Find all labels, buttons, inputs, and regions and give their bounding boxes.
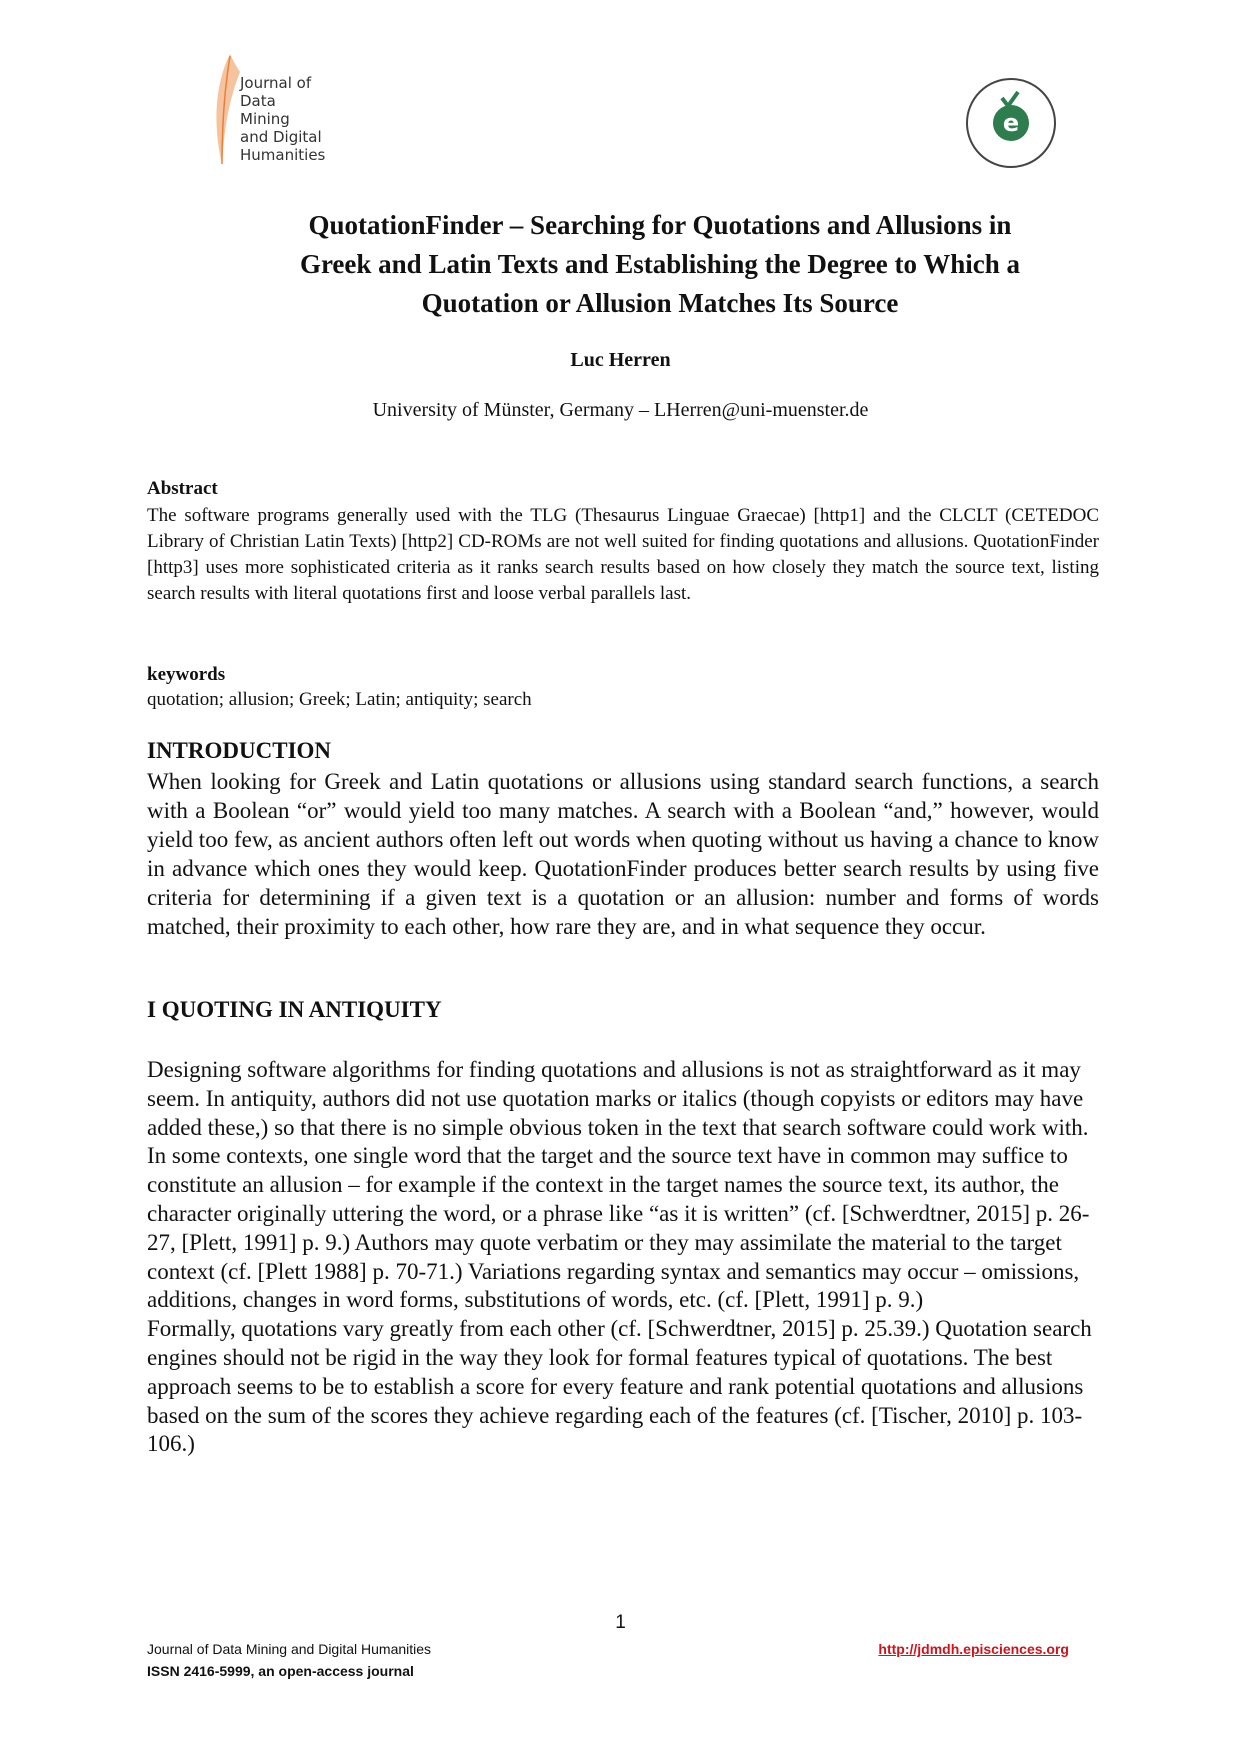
introduction-text: When looking for Greek and Latin quotations or allusions using standard search functions, a search with a Boolean “or” would yield too many matches. A search with a Boolean “and,” however, would yield too few, as ancient authors often left out words when quoting without us having a chance to know in advance which ones they would keep. QuotationFinder produces better search results by using five criteria for determining if a given text is a quotation or an allusion: number and forms of words matched, their proximity to each other, how rare they are, and in what sequence they occur. (147, 769, 1099, 939)
section-heading-quoting: I QUOTING IN ANTIQUITY (147, 997, 442, 1022)
journal-logo (210, 52, 330, 170)
author-name: Luc Herren (570, 349, 671, 371)
footer-issn: ISSN 2416-5999, an open-access journal (147, 1663, 414, 1679)
author-affiliation: University of Münster, Germany – LHerren@uni-muenster.de (372, 399, 869, 421)
page-number: 1 (615, 1612, 626, 1633)
footer-journal-name: Journal of Data Mining and Digital Humanities (147, 1641, 432, 1657)
footer-journal-link[interactable]: http://jdmdh.episciences.org (878, 1641, 1069, 1657)
keywords-text: quotation; allusion; Greek; Latin; antiquity; search (147, 689, 532, 710)
title-line: QuotationFinder – Searching for Quotations and Allusions in (308, 210, 1012, 240)
svg-text:e: e (1002, 109, 1020, 137)
section-heading-introduction: INTRODUCTION (147, 738, 332, 763)
section-quoting-body (147, 1056, 1099, 1459)
title-line: Greek and Latin Texts and Establishing the Degree to Which a (299, 249, 1021, 279)
paragraph: Formally, quotations vary greatly from each other (cf. [Schwerdtner, 2015] p. 25.39.) Quotation search engines should not be rigid in the way they look for formal features typical of quotations. The best approach seems to be to establish a score for every feature and rank potential quotations and allusions based on the sum of the scores they achieve regarding each of the features (cf. [Tischer, 2010] p. 103-106.) (147, 1316, 1092, 1457)
journal-logo-text: Journal of Data Mining and Digital Humanities (240, 74, 326, 164)
paper-title (230, 206, 1090, 323)
keywords-heading: keywords (147, 664, 226, 685)
title-line: Quotation or Allusion Matches Its Source (421, 288, 899, 318)
episciences-logo (962, 74, 1060, 172)
abstract-text: The software programs generally used with the TLG (Thesaurus Linguae Graecae) [http1] and the CLCLT (CETEDOC Library of Christian Latin Texts) [http2] CD-ROMs are not well suited for finding quotations and allusions. QuotationFinder [http3] uses more sophisticated criteria as it ranks search results based on how closely they match the source text, listing search results with literal quotations first and loose verbal parallels last. (147, 505, 1099, 604)
paragraph: Designing software algorithms for finding quotations and allusions is not as straightforward as it may seem. In antiquity, authors did not use quotation marks or italics (though copyists or editors may have added these,) so that there is no simple obvious token in the text that search software could work with. In some contexts, one single word that the target and the source text have in common may suffice to constitute an allusion – for example if the context in the target names the source text, its author, the character originally uttering the word, or a phrase like “as it is written” (cf. [Schwerdtner, 2015] p. 26-27, [Plett, 1991] p. 9.) Authors may quote verbatim or they may assimilate the material to the target context (cf. [Plett 1988] p. 70-71.) Variations regarding syntax and semantics may occur – omissions, additions, changes in word forms, substitutions of words, etc. (cf. [Plett, 1991] p. 9.) (147, 1057, 1090, 1313)
episciences-icon (962, 74, 1060, 172)
abstract-heading: Abstract (147, 478, 218, 499)
